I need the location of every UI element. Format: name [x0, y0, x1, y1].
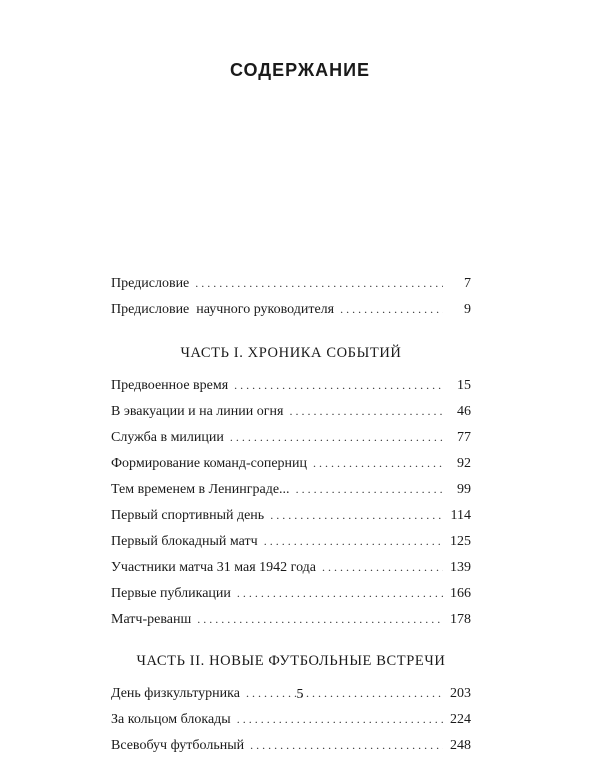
toc-entry[interactable]: [111, 554, 471, 580]
toc-entry-label: Тем временем в Ленинграде...: [111, 482, 290, 497]
toc-entry[interactable]: [111, 580, 471, 606]
dot-leader: [230, 424, 443, 450]
toc-entry-page: 99: [457, 482, 471, 497]
toc-entry-label: День физкультурника: [111, 686, 240, 701]
dot-leader: [296, 476, 443, 502]
toc-entry-page: 77: [457, 430, 471, 445]
toc-entry-page: 139: [450, 560, 471, 575]
dot-leader: [289, 398, 443, 424]
dot-leader: [250, 732, 443, 758]
toc-entry-page: 125: [450, 534, 471, 549]
toc-entry[interactable]: [111, 706, 471, 732]
toc-entry[interactable]: [111, 476, 471, 502]
toc-entry-label: В эвакуации и на линии огня: [111, 404, 284, 419]
toc-entry-page: 224: [450, 712, 471, 727]
toc-entry-label: Первый блокадный матч: [111, 534, 258, 549]
toc-entry-page: 46: [457, 404, 471, 419]
toc-entry-label: Предвоенное время: [111, 378, 229, 393]
dot-leader: [197, 606, 443, 632]
toc-entry-label: Предисловие научного руководителя: [111, 302, 335, 317]
toc-entry-page: 166: [450, 586, 471, 601]
toc-entry-page: 178: [450, 612, 471, 627]
dot-leader: [270, 502, 443, 528]
toc-entry-label: Предисловие: [111, 276, 190, 291]
toc-entry-page: 92: [457, 456, 471, 471]
toc-entry-label: Первый спортивный день: [111, 508, 265, 523]
dot-leader: [340, 296, 443, 322]
page-title: СОДЕРЖАНИЕ: [229, 60, 371, 80]
toc-entry-page: 15: [457, 378, 471, 393]
dot-leader: [234, 372, 443, 398]
part-heading: ЧАСТЬ I. ХРОНИКА СОБЫТИЙ: [180, 345, 402, 361]
toc-entry[interactable]: [111, 528, 471, 554]
dot-leader: [264, 528, 443, 554]
toc-entry-label: Первые публикации: [111, 586, 231, 601]
toc-entry-label: Участники матча 31 мая 1942 года: [111, 560, 317, 575]
page-number: 5: [296, 687, 304, 702]
part-heading: ЧАСТЬ II. НОВЫЕ ФУТБОЛЬНЫЕ ВСТРЕЧИ: [136, 653, 446, 669]
toc-entry-label: Матч-реванш: [111, 612, 192, 627]
table-of-contents: [111, 270, 471, 758]
dot-leader: [313, 450, 443, 476]
toc-entry-page: 114: [450, 508, 471, 523]
toc-entry-page: 248: [450, 738, 471, 753]
toc-entry[interactable]: [111, 606, 471, 632]
toc-entry-label: Служба в милиции: [111, 430, 224, 445]
dot-leader: [195, 270, 443, 296]
toc-entry[interactable]: [111, 270, 471, 296]
toc-entry-label: Формирование команд-соперниц: [111, 456, 308, 471]
toc-entry-page: 203: [450, 686, 471, 701]
toc-entry[interactable]: [111, 372, 471, 398]
toc-entry-label: Всевобуч футбольный: [111, 738, 245, 753]
dot-leader: [237, 706, 443, 732]
toc-entry[interactable]: [111, 450, 471, 476]
toc-entry[interactable]: [111, 424, 471, 450]
toc-entry-page: 7: [464, 276, 471, 291]
dot-leader: [237, 580, 443, 606]
toc-entry[interactable]: [111, 502, 471, 528]
toc-entry-label: За кольцом блокады: [111, 712, 231, 727]
toc-entry[interactable]: [111, 732, 471, 758]
dot-leader: [322, 554, 443, 580]
toc-entry-page: 9: [464, 302, 471, 317]
toc-entry[interactable]: [111, 296, 471, 322]
toc-entry[interactable]: [111, 398, 471, 424]
